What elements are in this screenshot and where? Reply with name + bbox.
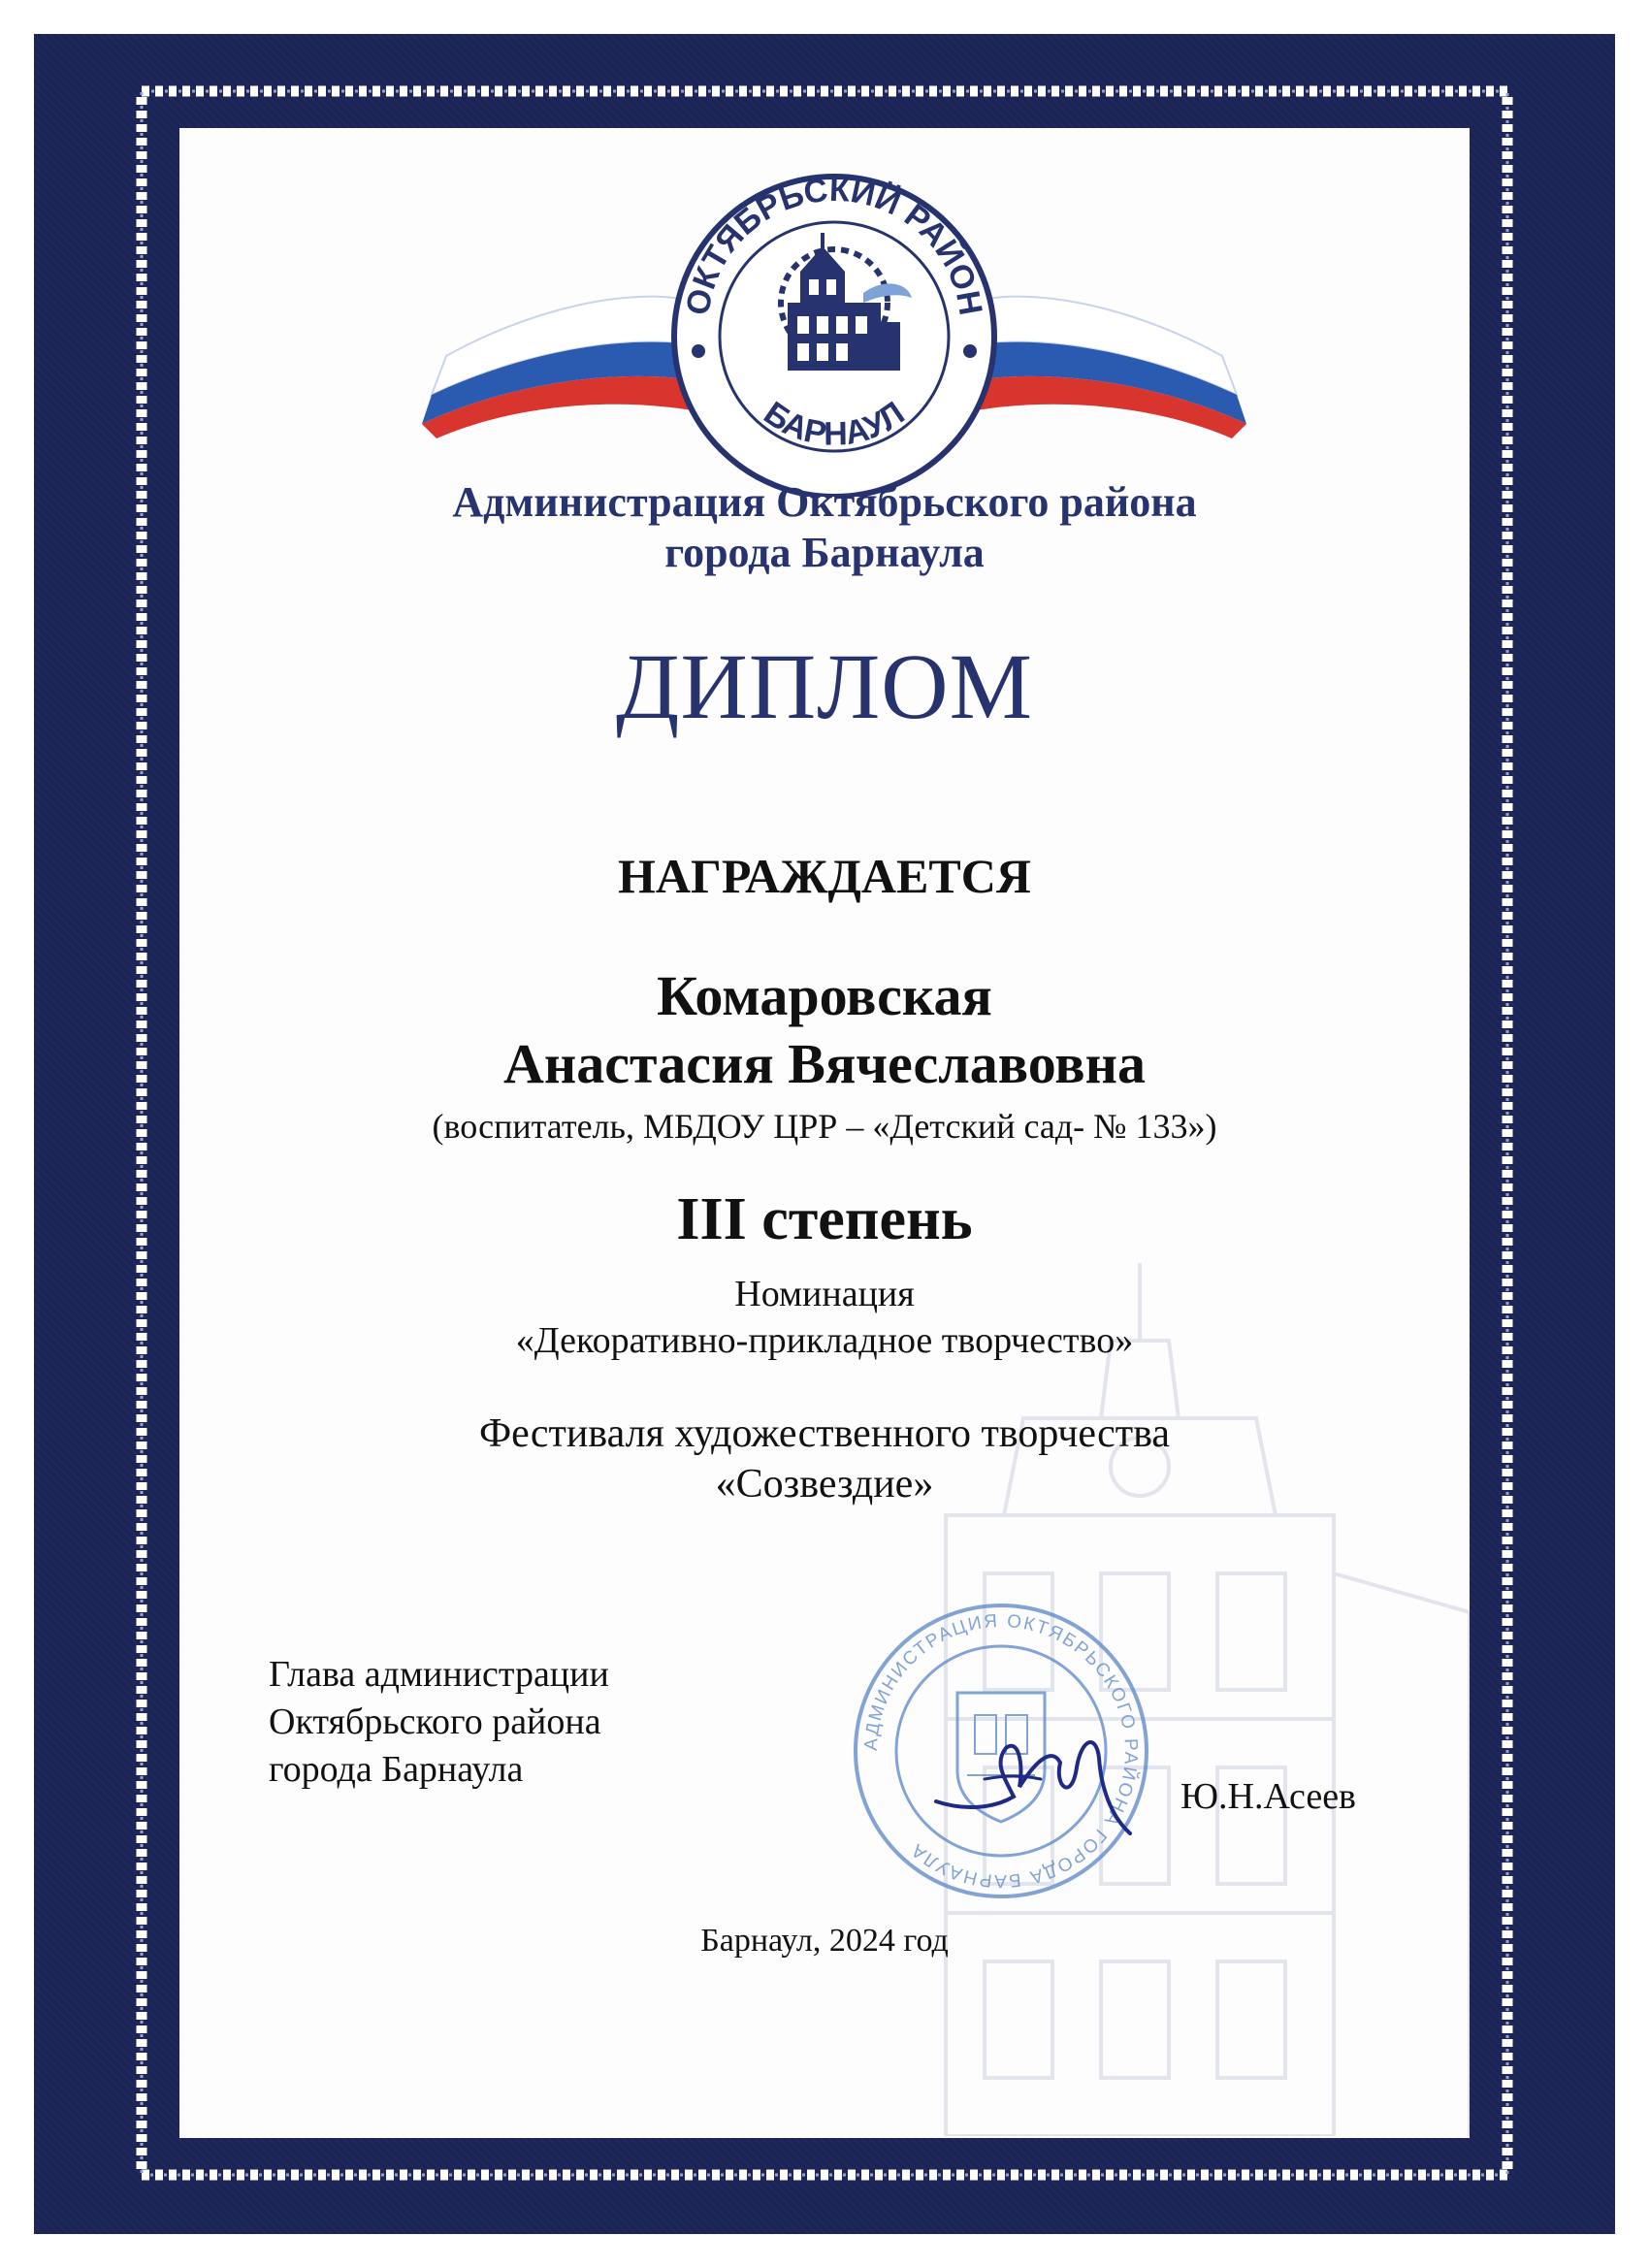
place-and-year: Барнаул, 2024 год [700,1923,949,1959]
document-title: ДИПЛОМ [616,634,1033,738]
award-degree: III степень [676,1186,973,1252]
nomination-name: «Декоративно-прикладное творчество» [515,1320,1134,1361]
nomination-block [179,1271,1470,1364]
signatory-title-line: Глава администрации [269,1654,609,1695]
awarded-label: НАГРАЖДАЕТСЯ [618,849,1031,903]
event-block [179,1409,1470,1509]
diploma-sheet [179,128,1470,2138]
signatory-title-line: Октябрьского района [269,1701,601,1742]
signatory-title-line: города Барнаула [269,1749,524,1790]
event-line-2: «Созвездие» [715,1462,934,1507]
recipient-given-names: Анастасия Вячеславовна [502,1032,1146,1095]
issuer-line-1: Администрация Октябрьского района [452,478,1197,526]
signatory-title [269,1651,609,1794]
emblem-top-text: ОКТЯБРЬСКИЙ РАЙОН [679,171,989,318]
nomination-label: Номинация [734,1274,915,1314]
emblem-bottom-text: БАРНАУЛ [757,394,912,453]
flag-ribbon-left [422,297,713,438]
handwritten-signature [926,1719,1140,1845]
signatory-name: Ю.Н.Асеев [1180,1776,1357,1817]
flag-ribbon-right [955,297,1246,438]
event-line-1: Фестиваля художественного творчества [478,1411,1171,1456]
recipient-surname: Комаровская [657,964,992,1027]
district-emblem [407,157,1261,497]
recipient-position: (воспитатель, МБДОУ ЦРР – «Детский сад- № 133») [432,1107,1217,1146]
recipient-name [179,962,1470,1098]
seal-ring-text: АДМИНИСТРАЦИЯ ОКТЯБРЬСКОГО РАЙОНА ГОРОДА БАРНАУЛА [860,1610,1142,1892]
issuer-line-2: города Барнаула [664,529,985,576]
issuer-heading [179,477,1470,578]
